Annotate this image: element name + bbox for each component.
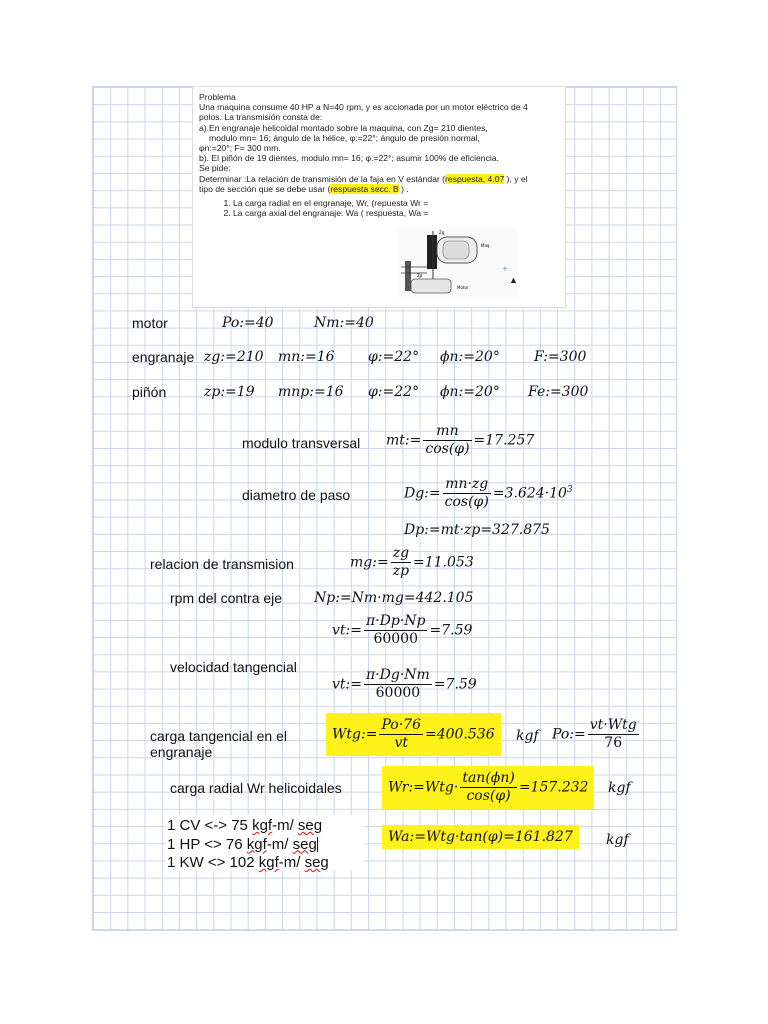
- eq-phi-pinon[interactable]: φ:=22°: [368, 384, 420, 400]
- question-item: 1. La carga radial en el engranaje, Wr, (repuesta Wr =: [233, 198, 565, 208]
- question-list: [199, 198, 565, 218]
- eq-zp[interactable]: zp:=19: [204, 384, 255, 400]
- svg-text:Motor: Motor: [457, 285, 469, 290]
- eq-phin-pinon[interactable]: ϕn:=20°: [440, 384, 500, 400]
- eq-wtg[interactable]: Wtg:= $\frac{Po\cdot 76}{vt}$ =400.536: [326, 713, 501, 756]
- eq-mg[interactable]: mg:= $\frac{zg}{zp}$ =11.053: [350, 545, 474, 579]
- svg-text:Zp: Zp: [417, 273, 423, 278]
- unit-kgf-wr: kgf: [608, 780, 631, 796]
- problem-line: Se pide:: [199, 163, 231, 174]
- plus-cursor-icon: +: [502, 264, 508, 275]
- eq-fe[interactable]: Fe:=300: [528, 384, 589, 400]
- conversion-hp: 1 HP <> 76 kgf-m/ seg: [167, 835, 317, 853]
- eq-wa[interactable]: Wa:=Wtg·tan(φ)=161.827: [382, 825, 579, 849]
- problem-line: Determinar :La relación de transmisión de la faja en V estándar (respuesta, 4.07 ), y el: [199, 173, 528, 184]
- eq-nm[interactable]: Nm:=40: [314, 315, 374, 331]
- text-caret: [317, 837, 318, 852]
- problem-statement: [192, 86, 566, 308]
- label-motor: motor: [132, 315, 168, 331]
- eq-mnp[interactable]: mnp:=16: [278, 384, 344, 400]
- answer-highlight: respuesta secc. B: [330, 183, 399, 194]
- eq-po-check[interactable]: Po:= $\frac{\text{vt·Wtg}}{76}$: [552, 717, 637, 751]
- svg-text:Zg: Zg: [439, 230, 445, 235]
- label-rpm-contra-eje: rpm del contra eje: [170, 590, 283, 606]
- label-diametro-paso: diametro de paso: [242, 487, 351, 503]
- eq-phin[interactable]: ϕn:=20°: [440, 349, 500, 365]
- eq-mn[interactable]: mn:=16: [278, 349, 335, 365]
- problem-line: a).En engranaje helicoidal montado sobre la maquina, con Zg= 210 dientes,: [199, 122, 488, 133]
- conversion-kw: 1 KW <> 102 kgf-m/ seg: [167, 854, 329, 871]
- eq-dp[interactable]: Dp:=mt·zp=327.875: [404, 522, 550, 538]
- eq-vt-dg[interactable]: vt:= $\frac{\pi\cdot Dg\cdot Nm}{60000}$ =7.59: [332, 667, 477, 701]
- unit-conversions: [166, 815, 364, 871]
- label-relacion-transmision: relacion de transmision: [150, 556, 294, 572]
- unit-kgf-wa: kgf: [606, 832, 629, 848]
- label-pinon: piñón: [132, 384, 167, 400]
- eq-dg[interactable]: Dg:= $\frac{mn\cdot zg}{\cos(\varphi)}$ $=3.624\cdot 10^3$: [404, 476, 573, 510]
- problem-line: modulo mn= 16; ángulo de la hélice, φ:=22°; ángulo de presión normal,: [209, 132, 480, 143]
- problem-line: φn:=20°; F= 300 mm.: [199, 143, 281, 154]
- label-carga-tangencial: carga tangencial en el: [150, 728, 287, 744]
- eq-phi[interactable]: φ:=22°: [368, 349, 420, 365]
- svg-text:Maq: Maq: [481, 243, 490, 248]
- problem-line: tipo de sección que se debe usar (respuesta secc. B ) .: [199, 183, 409, 194]
- problem-heading: Problema: [199, 92, 236, 102]
- conversion-cv: 1 CV <-> 75 kgf-m/ seg: [167, 817, 323, 834]
- eq-f[interactable]: F:=300: [534, 349, 587, 365]
- gear-drive-figure: [397, 227, 517, 299]
- label-carga-radial: carga radial Wr helicoidales: [170, 780, 342, 796]
- eq-vt-dp[interactable]: vt:= $\frac{\pi\cdot Dp\cdot Np}{60000}$ =7.59: [332, 613, 473, 647]
- label-modulo-transversal: modulo transversal: [242, 435, 361, 451]
- eq-mt[interactable]: mt:= $\frac{mn}{\cos(\varphi)}$ =17.257: [386, 423, 535, 457]
- answer-highlight: respuesta, 4.07: [445, 173, 505, 184]
- question-item: 2. La carga axial del engranaje. Wa ( respuesta, Wa =: [233, 208, 565, 218]
- label-engranaje: engranaje: [132, 349, 195, 365]
- unit-kgf-wtg: kgf: [516, 728, 539, 744]
- problem-line: Una maquina consume 40 HP a N=40 rpm, y es accionada por un motor eléctrico de 4: [199, 102, 528, 113]
- problem-line: b). El piñón de 19 dientes, modulo mn= 16; φ:=22°; asumir 100% de eficiencia.: [199, 153, 499, 164]
- eq-wr[interactable]: Wr:=Wtg· $\frac{\tan(\phi n)}{\cos(\varphi)}$ =157.232: [382, 766, 594, 809]
- eq-po[interactable]: Po:=40: [222, 315, 274, 331]
- problem-line: polos. La transmisión consta de:: [199, 112, 323, 123]
- mouse-pointer-icon: ▲: [509, 275, 518, 285]
- eq-zg[interactable]: zg:=210: [204, 349, 264, 365]
- label-engranaje-2: engranaje: [150, 744, 213, 760]
- eq-np[interactable]: Np:=Nm·mg=442.105: [314, 590, 474, 606]
- label-velocidad-tangencial: velocidad tangencial: [170, 659, 297, 675]
